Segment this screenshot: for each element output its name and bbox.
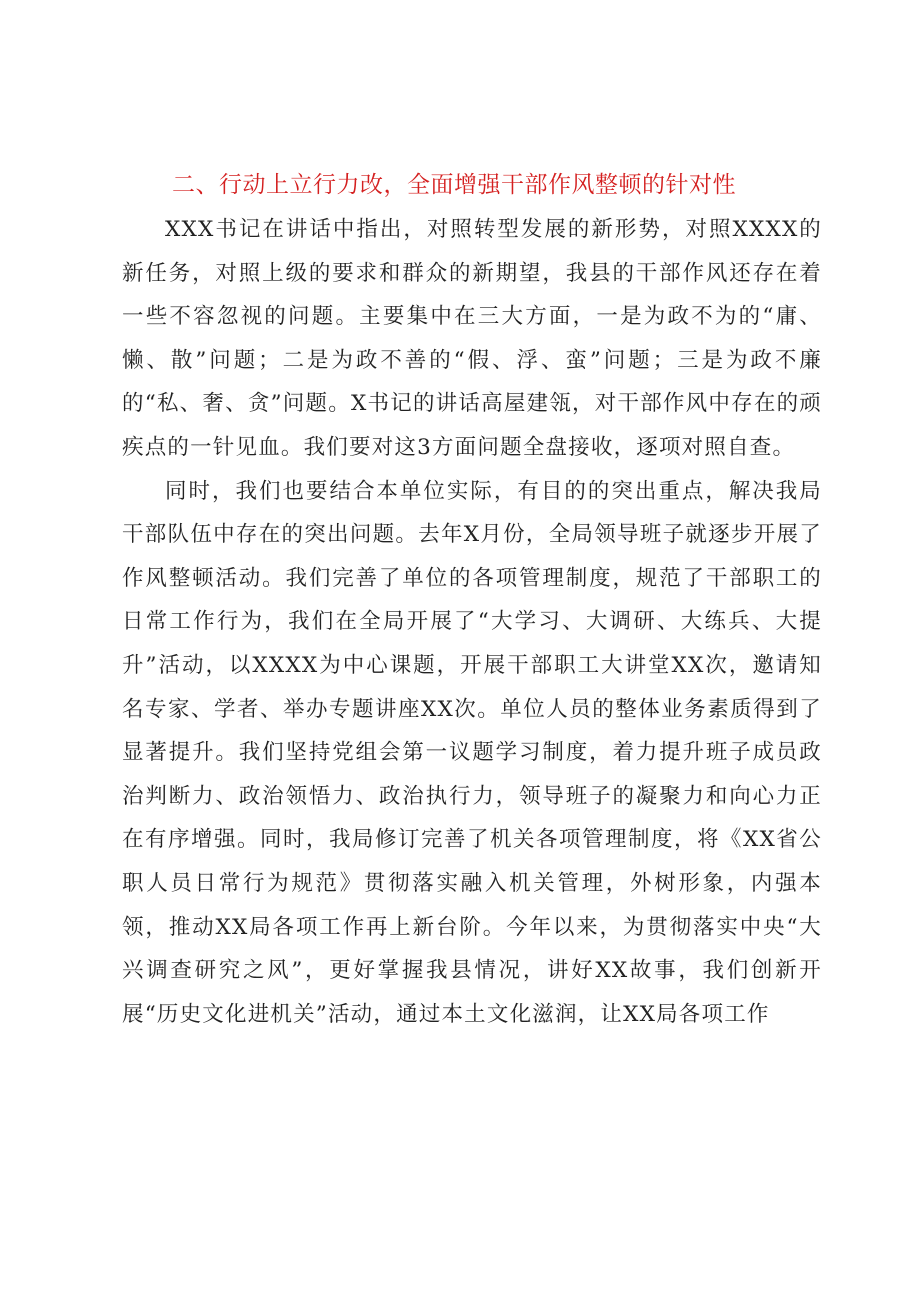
- section-heading: 二、行动上立行力改，全面增强干部作风整顿的针对性: [172, 172, 736, 198]
- document-body: [122, 208, 822, 1036]
- paragraph-1: XXX书记在讲话中指出，对照转型发展的新形势，对照XXXX的新任务，对照上级的要求和群众的新期望，我县的干部作风还存在着一些不容忽视的问题。主要集中在三大方面，一是为政不为的“庸、懒、散”问题；二是为政不善的“假、浮、蛮”问题；三是为政不廉的“私、奢、贪”问题。X书记的讲话高屋建瓴，对干部作风中存在的顽疾点的一针见血。我们要对这3方面问题全盘接收，逐项对照自查。: [122, 217, 822, 460]
- paragraph-2: 同时，我们也要结合本单位实际，有目的的突出重点，解决我局干部队伍中存在的突出问题。去年X月份，全局领导班子就逐步开展了作风整顿活动。我们完善了单位的各项管理制度，规范了干部职工的日常工作行为，我们在全局开展了“大学习、大调研、大练兵、大提升”活动，以XXXX为中心课题，开展干部职工大讲堂XX次，邀请知名专家、学者、举办专题讲座XX次。单位人员的整体业务素质得到了显著提升。我们坚持党组会第一议题学习制度，着力提升班子成员政治判断力、政治领悟力、政治执行力，领导班子的凝聚力和向心力正在有序增强。同时，我局修订完善了机关各项管理制度，将《XX省公职人员日常行为规范》贯彻落实融入机关管理，外树形象，内强本领，推动XX局各项工作再上新台阶。今年以来，为贯彻落实中央“大兴调查研究之风”，更好掌握我县情况，讲好XX故事，我们创新开展“历史文化进机关”活动，通过本土文化滋润，让XX局各项工作: [122, 478, 822, 1027]
